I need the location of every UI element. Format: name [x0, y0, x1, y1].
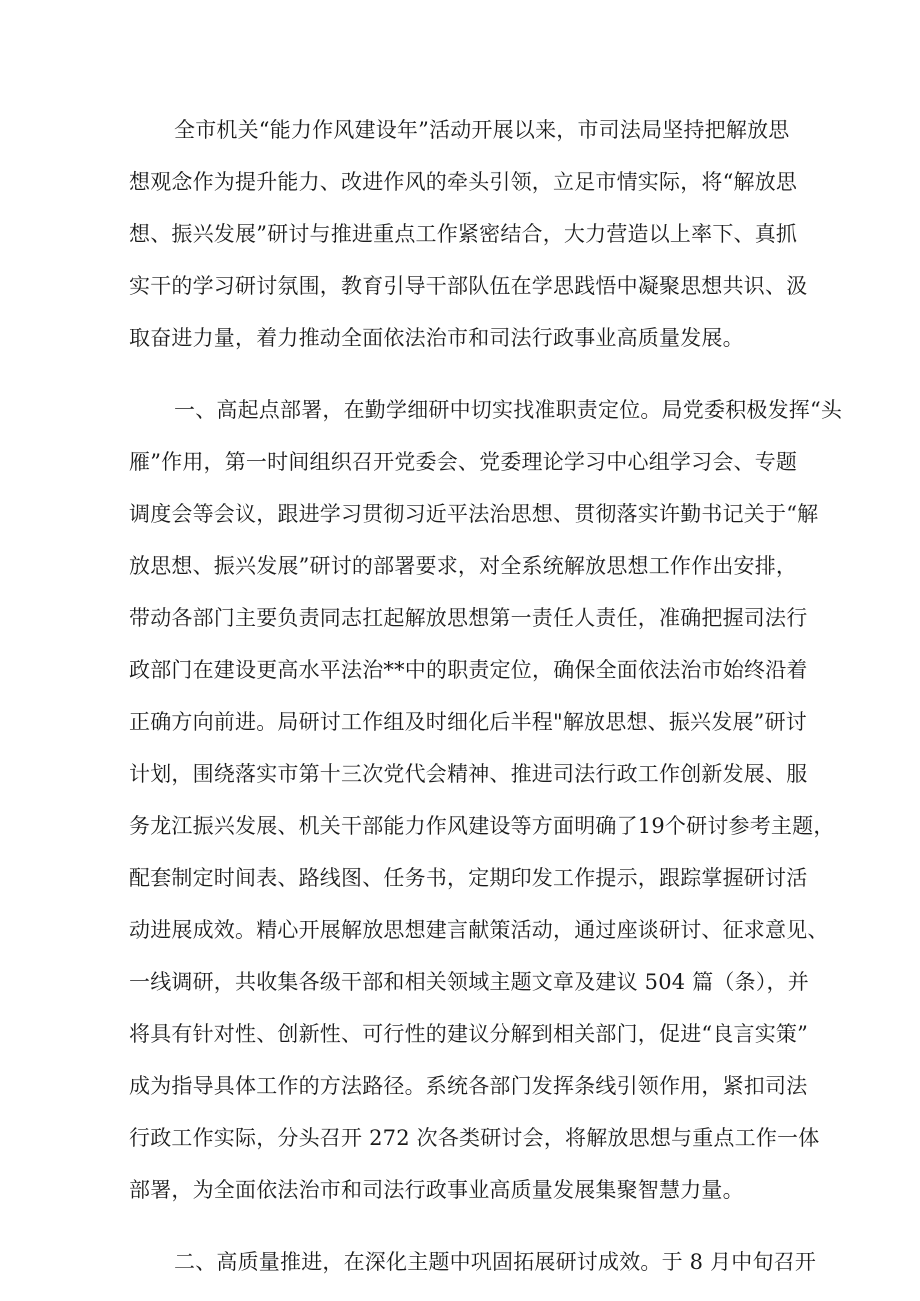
text-line: 正确方向前进。局研讨工作组及时细化后半程"解放思想、振兴发展”研讨 [129, 710, 807, 734]
text-line: 一、高起点部署，在勤学细研中切实找准职责定位。局党委积极发挥“头 [174, 398, 843, 422]
text-line: 取奋进力量，着力推动全面依法治市和司法行政事业高质量发展。 [129, 326, 744, 350]
text-line: 配套制定时间表、路线图、任务书，定期印发工作提示，跟踪掌握研讨活 [129, 866, 808, 890]
text-line: 雁”作用，第一时间组织召开党委会、党委理论学习中心组学习会、专题 [129, 450, 798, 474]
text-line: 务龙江振兴发展、机关干部能力作风建设等方面明确了19个研讨参考主题， [129, 814, 835, 838]
text-line: 实干的学习研讨氛围，教育引导干部队伍在学思践悟中凝聚思想共识、汲 [129, 274, 808, 298]
text-line: 放思想、振兴发展”研讨的部署要求，对全系统解放思想工作作出安排， [129, 554, 798, 578]
text-line: 一线调研，共收集各级干部和相关领域主题文章及建议 504 篇（条），并 [129, 970, 809, 994]
text-line: 全市机关“能力作风建设年”活动开展以来，市司法局坚持把解放思 [174, 118, 790, 142]
text-line: 行政工作实际，分头召开 272 次各类研讨会，将解放思想与重点工作一体 [129, 1126, 820, 1150]
text-line: 将具有针对性、创新性、可行性的建议分解到相关部门，促进“良言实策” [129, 1022, 809, 1046]
text-line: 成为指导具体工作的方法路径。系统各部门发挥条线引领作用，紧扣司法 [129, 1074, 808, 1098]
text-line: 动进展成效。精心开展解放思想建言献策活动，通过座谈研讨、征求意见、 [129, 918, 829, 942]
text-line: 二、高质量推进，在深化主题中巩固拓展研讨成效。于 8 月中旬召开 [174, 1250, 817, 1274]
text-line: 政部门在建设更高水平法治**中的职责定位，确保全面依法治市始终沿着 [129, 658, 808, 682]
text-line: 想观念作为提升能力、改进作风的牵头引领，立足市情实际，将“解放思 [129, 170, 798, 194]
text-line: 计划，围绕落实市第十三次党代会精神、推进司法行政工作创新发展、服 [129, 762, 808, 786]
text-line: 想、振兴发展”研讨与推进重点工作紧密结合，大力营造以上率下、真抓 [129, 222, 798, 246]
text-line: 带动各部门主要负责同志扛起解放思想第一责任人责任，准确把握司法行 [129, 606, 808, 630]
text-line: 部署，为全面依法治市和司法行政事业高质量发展集聚智慧力量。 [129, 1178, 744, 1202]
text-line: 调度会等会议，跟进学习贯彻习近平法治思想、贯彻落实许勤书记关于“解 [129, 502, 819, 526]
